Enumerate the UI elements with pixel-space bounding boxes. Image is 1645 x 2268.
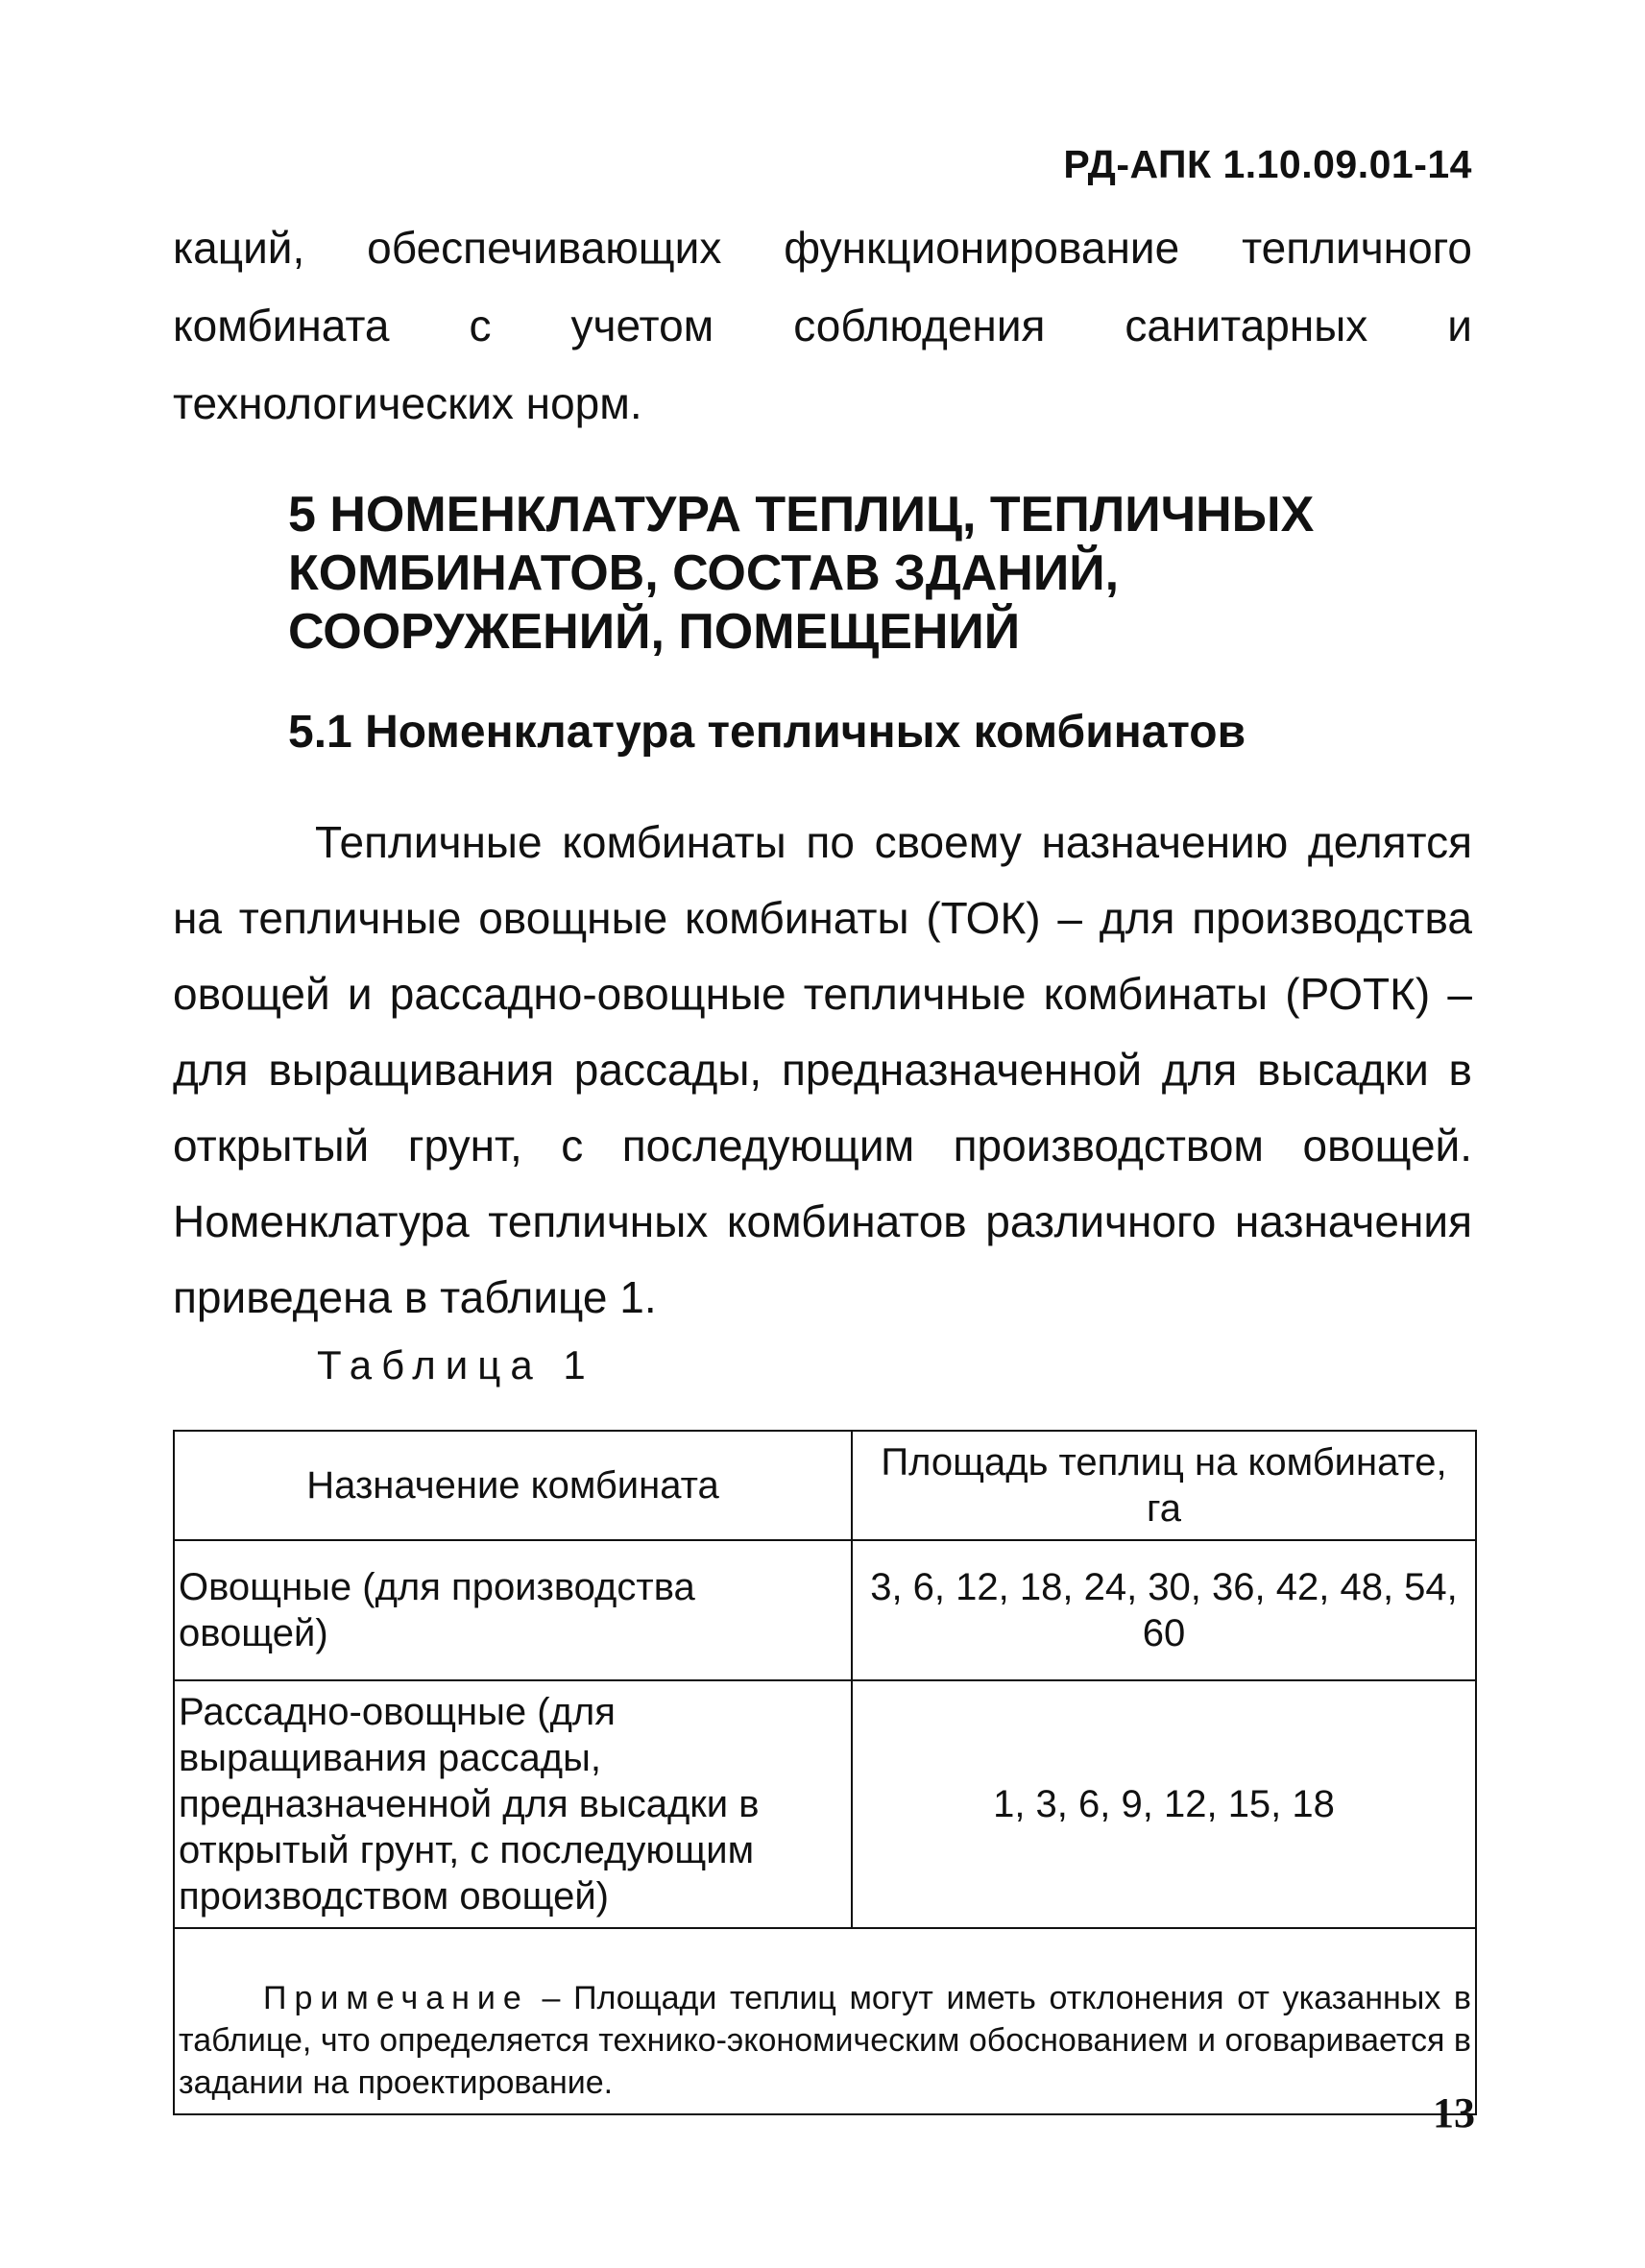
- nomenclature-table: [173, 1430, 1477, 2115]
- table-note-row: [174, 1928, 1476, 2114]
- body-paragraph: Тепличные комбинаты по своему назначению делятся на тепличные овощные комбинаты (ТОК) – для производства овощей и рассадно-овощные тепличные комбинаты (РОТК) – для выращивания рассады, предназначенной для высадки в открытый грунт, с последующим производством овощей. Номенклатура тепличных комбинатов различного назначения приведена в таблице 1.: [173, 817, 1472, 1322]
- document-code: РД-АПК 1.10.09.01-14: [1063, 142, 1472, 186]
- cell-purpose: Овощные (для производства овощей): [174, 1540, 852, 1680]
- cell-purpose: Рассадно-овощные (для выращивания рассады, предназначенной для высадки в открытый грунт, с последующим производством овощей): [174, 1680, 852, 1928]
- table-caption: Таблица 1: [317, 1342, 595, 1387]
- table-row: [174, 1680, 1476, 1928]
- note-label: Примечание: [263, 1980, 529, 2016]
- cell-area: 1, 3, 6, 9, 12, 15, 18: [852, 1680, 1476, 1928]
- table-note: [174, 1928, 1476, 2114]
- note-text: Площади теплиц могут иметь отклонения от указанных в таблице, что определяется технико-экономическим обоснованием и оговаривается в задании на проектирование.: [179, 1980, 1471, 2101]
- table-row: [174, 1540, 1476, 1680]
- table-header-row: [174, 1431, 1476, 1540]
- header-purpose: Назначение комбината: [174, 1431, 852, 1540]
- page-number: 13: [1433, 2089, 1475, 2136]
- note-separator: –: [528, 1980, 574, 2016]
- subsection-title: 5.1 Номенклатура тепличных комбинатов: [288, 707, 1246, 758]
- cell-area: 3, 6, 12, 18, 24, 30, 36, 42, 48, 54, 60: [852, 1540, 1476, 1680]
- table-container: [173, 1430, 1477, 2115]
- section-title: 5 НОМЕНКЛАТУРА ТЕПЛИЦ, ТЕПЛИЧНЫХ КОМБИНАТОВ, СОСТАВ ЗДАНИЙ, СООРУЖЕНИЙ, ПОМЕЩЕНИЙ: [288, 487, 1315, 660]
- header-area: Площадь теплиц на комбинате, га: [852, 1431, 1476, 1540]
- continuation-paragraph: каций, обеспечивающих функционирование тепличного комбината с учетом соблюдения санитарных и технологических норм.: [173, 223, 1472, 428]
